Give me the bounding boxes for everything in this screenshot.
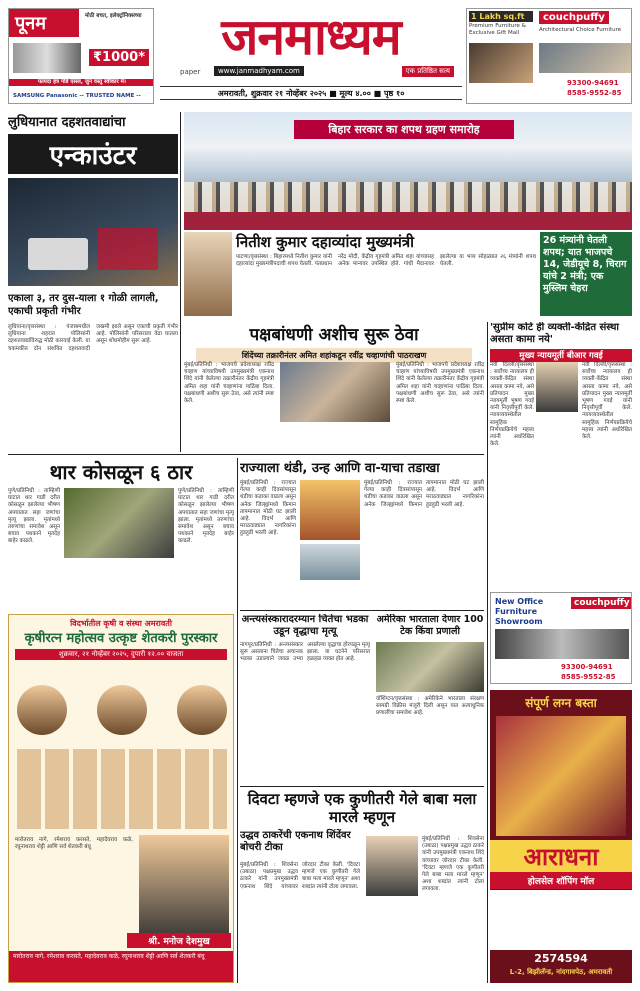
office-ad-phone2: 8585-9552-85 — [561, 673, 616, 681]
thar-photo — [64, 488, 174, 558]
lead-kicker: लुधियानात दहशतवाद्यांचा — [8, 115, 126, 130]
uddhav-kicker: उद्धव ठाकरेंची एकनाथ शिंदेंवर बोचरी टीका — [240, 830, 351, 853]
ad-right-showroom-image — [539, 43, 631, 73]
wedding-ad-sub: होलसेल शॉपिंग मॉल — [490, 872, 632, 889]
ad-right-furniture-image — [469, 43, 533, 83]
office-ad-title: New Office Furniture Showroom — [495, 597, 544, 626]
ad-left-strap: फायदा हंत्र गॉडे एसल, जुनं वस्तु स्वीकार में। — [9, 79, 154, 86]
ad-right-brand: couchpuffy — [539, 11, 609, 24]
ad-left-poonam[interactable] — [8, 8, 154, 104]
bihar-title: नितीश कुमार दहाव्यांदा मुख्यमंत्री — [236, 233, 414, 251]
ad-left-brand: पूनम — [9, 9, 79, 37]
office-ad[interactable] — [490, 592, 632, 684]
bihar-side-box: 26 मंत्र्यांनी घेतली शपथ; यात भाजपचे 14, जेडीयूचे 8, चिराग यांचे 2 मंत्री; एक मुस्लिम चेहरा — [540, 232, 632, 316]
lead-caption: एकाला ३, तर दुस-याला १ गोळी लागली, एकाची प्रकृती गंभीर — [8, 293, 159, 317]
award-invitees: मारोतराव नागे, रमेशराव करसते, महादेवराव कळे, रघुनाथराव शेट्टी आणि सर्व शेतकरी बंधू — [15, 837, 133, 851]
award-title: कृषीरत्न महोत्सव उत्कृष्ट शेतकरी पुरस्कार — [24, 631, 218, 646]
weather-title: राज्याला थंडी, उन्ह आणि वा-याचा तडाखा — [240, 461, 440, 476]
masthead-title: जनमाध्यम — [221, 8, 401, 66]
funeral-story — [240, 614, 370, 784]
lead-story — [8, 112, 178, 492]
bihar-story — [184, 232, 632, 320]
ad-left-price: ₹1000* — [89, 49, 149, 66]
column-rule — [487, 322, 488, 983]
party-body: मुंबई/प्रतिनिधी : भाजपचे प्रदेशाध्यक्ष रवींद्र चव्हाण यांच्याविषयी उपमुख्यमंत्री एकनाथ शिंदे यांनी केलेल्या तक्रारीनंतर केंद्रीय गृहमंत्री अमित शहा यांनी चव्हाणांना पाठिंबा दिला. पक्षबांधणी अशीच सुरू ठेवा, असे त्यांनी स्पष्ट केले. — [184, 362, 274, 405]
sc-body-2: नवी दिल्ली/वृत्तसंस्था : सर्वोच्च न्यायालय ही व्यक्ती-केंद्रित संस्था असता कामा नये, असे प्रतिपादन मुख्य न्यायमूर्ती भूषण गवई यांनी निवृत्तीपूर्वी केले. न्यायव्यवस्थेतील सामूहिक निर्णयप्रक्रियेचे महत्त्व त्यांनी अधोरेखित केले. — [582, 362, 632, 441]
sc-title: 'सुप्रीम कोर्ट ही व्यक्ती-केंद्रित संस्था असता कामा नये' — [490, 322, 619, 345]
thar-body-2: पुणे/प्रतिनिधी : ताम्हिणी घाटात थार गाडी दरीत कोसळून झालेल्या भीषण अपघातात सहा जणांचा मृत्यू झाला. मृतांमध्ये तरुणांचा समावेश असून बचाव पथकाने मृतदेह बाहेर काढले. — [178, 488, 234, 545]
bihar-body: पाटणा/वृत्तसंस्था : बिहारमध्ये नितीश कुमार यांनी दहाव्यांदा मुख्यमंत्रीपदाची शपथ घेतली. पंतप्रधान नरेंद्र मोदी, केंद्रीय गृहमंत्री अमित शहा यांच्यासह अनेक मान्यवर उपस्थित होते. गांधी मैदानावर झालेल्या या भव्य सोहळ्यात २६ मंत्र्यांनी शपथ घेतली. — [236, 254, 536, 268]
column-rule — [237, 458, 238, 983]
office-ad-brand: couchpuffy — [571, 597, 632, 609]
masthead-tagline: एक प्रतिष्ठित सत्य — [402, 66, 454, 77]
uddhav-body-2: मुंबई/प्रतिनिधी : शिवसेना (उबाठा) पक्षप्रमुख उद्धव ठाकरे यांनी उपमुख्यमंत्री एकनाथ शिंदे यांच्यावर जोरदार टीका केली. 'दिवटा म्हणजे एक कुणीतरी गेले बाबा मला मारले म्हणून' अशा शब्दांत त्यांनी टोला लगावला. — [422, 836, 484, 893]
party-subtitle: शिंदेंच्या तक्रारीनंतर अमित शहांकडून रवींद्र चव्हाणांची पाठराखण — [196, 348, 472, 363]
award-guest-photo-3 — [177, 685, 227, 735]
wedding-ad-services — [490, 890, 632, 950]
award-chief-name: श्री. मनोज देशमुख — [127, 933, 231, 948]
website-link[interactable]: www.janmadhyam.com — [214, 66, 304, 76]
award-org: विदर्भातील कृषी व संस्था अमरावती — [70, 619, 172, 628]
award-guest-photo-2 — [97, 685, 147, 735]
section-rule — [240, 610, 484, 611]
funeral-title: अन्त्यसंस्कारादरम्यान चितेचा भडका उडून वृद्धाचा मृत्यू — [241, 614, 369, 637]
us-body: वॉशिंग्टन/वृत्तसंस्था : अमेरिकेने भारताला संरक्षण सामग्री विक्रीस मंजुरी दिली असून यात अत्याधुनिक प्रणालींचा समावेश आहे. — [376, 696, 484, 717]
section-rule — [240, 786, 484, 787]
uddhav-photo — [366, 836, 418, 896]
lead-photo — [8, 178, 178, 286]
thar-title: थार कोसळून ६ ठार — [49, 460, 193, 484]
award-recipients-row — [17, 749, 227, 829]
wedding-ad[interactable] — [490, 690, 632, 983]
lead-title: एन्काउंटर — [8, 134, 178, 174]
bihar-photo — [184, 112, 632, 230]
uddhav-body: मुंबई/प्रतिनिधी : शिवसेना (उबाठा) पक्षप्रमुख उद्धव ठाकरे यांनी उपमुख्यमंत्री एकनाथ शिंदे यांच्यावर जोरदार टीका केली. 'दिवटा म्हणजे एक कुणीतरी गेले बाबा मला मारले म्हणून' अशा शब्दांत त्यांनी टोला लगावला. — [240, 862, 360, 890]
office-ad-phone1: 93300-94691 — [561, 663, 613, 671]
column-rule — [180, 112, 181, 452]
ad-right-couchpuffy[interactable] — [466, 8, 632, 104]
ad-right-area: 1 Lakh sq.ft — [469, 11, 533, 22]
us-photo — [376, 642, 484, 692]
gavai-photo — [536, 362, 578, 412]
dateline-price: मूल्य ४.०० — [339, 89, 371, 98]
party-body-2: मुंबई/प्रतिनिधी : भाजपचे प्रदेशाध्यक्ष रवींद्र चव्हाण यांच्याविषयी उपमुख्यमंत्री एकनाथ शिंदे यांनी केलेल्या तक्रारीनंतर केंद्रीय गृहमंत्री अमित शहा यांनी चव्हाणांना पाठिंबा दिला. पक्षबांधणी अशीच सुरू ठेवा, असे त्यांनी स्पष्ट केले. — [396, 362, 484, 405]
weather-story — [240, 458, 484, 608]
award-ad[interactable] — [8, 614, 234, 983]
ad-right-line: Premium Furniture & Exclusive Gift Mall — [469, 23, 526, 36]
party-title: पक्षबांधणी अशीच सुरू ठेवा — [249, 325, 419, 345]
uddhav-story — [240, 790, 484, 983]
award-guest-photo-1 — [17, 685, 67, 735]
wedding-ad-phone: 2574594 — [534, 952, 588, 965]
weather-photo-2 — [300, 544, 360, 580]
dateline-pages: पृष्ठ १० — [384, 89, 405, 98]
ad-right-brand-sub: Architectural Choice Furniture — [539, 27, 622, 33]
epaper-label: paper — [180, 68, 201, 76]
dateline-city: अमरावती, शुक्रवार २१ नोव्हेंबर २०२५ — [217, 89, 327, 98]
wedding-ad-top: संपूर्ण लग्न बस्ता — [525, 696, 597, 710]
sc-subtitle: मुख्य न्यायमूर्ती बीआर गवई — [490, 349, 632, 362]
wedding-ad-brand: आराधना — [490, 840, 632, 873]
wedding-ad-image — [496, 716, 626, 836]
party-photo — [280, 362, 390, 422]
party-story — [184, 322, 484, 456]
ad-right-phone2: 8585-9552-85 — [567, 89, 622, 97]
weather-body-2: मुंबई/प्रतिनिधी : राज्यात गेल्या काही दिवसांपासून थंडीचा कडाका वाढला असून अनेक जिल्ह्यांमध्ये किमान तापमानात मोठी घट झाली आहे. विदर्भ आणि मराठवाड्यात नागरिकांना हुडहुडी भरली आहे. — [364, 480, 484, 508]
masthead — [160, 8, 462, 108]
sc-body: नवी दिल्ली/वृत्तसंस्था : सर्वोच्च न्यायालय ही व्यक्ती-केंद्रित संस्था असता कामा नये, असे प्रतिपादन मुख्य न्यायमूर्ती भूषण गवई यांनी निवृत्तीपूर्वी केले. न्यायव्यवस्थेतील सामूहिक निर्णयप्रक्रियेचे महत्त्व त्यांनी अधोरेखित केले. — [490, 362, 534, 448]
weather-body: मुंबई/प्रतिनिधी : राज्यात गेल्या काही दिवसांपासून थंडीचा कडाका वाढला असून अनेक जिल्ह्यांमध्ये किमान तापमानात मोठी घट झाली आहे. विदर्भ आणि मराठवाड्यात नागरिकांना हुडहुडी भरली आहे. — [240, 480, 296, 537]
funeral-body: नागपूर/प्रतिनिधी : अन्त्यसंस्कार सुरू असताना चितेचा अचानक भडका उडाल्याने जवळ उभ्या असलेल्या वृद्धाचा होरपळून मृत्यू झाला. या घटनेने परिसरात हळहळ व्यक्त होत आहे. — [240, 642, 370, 663]
dateline-bar: अमरावती, शुक्रवार २१ नोव्हेंबर २०२५ ■ मूल्य ४.०० ■ पृष्ठ १० — [160, 86, 462, 100]
ad-left-sub: मोठी बचत, इलेक्ट्रॉनिक्सच्या — [85, 13, 142, 19]
lead-body: लुधियाना/वृत्तसंस्था : पंजाबमधील लुधियाना शहरात पोलिसांनी दहशतवाद्यांविरुद्ध मोठी कारवाई केली. या चकमकीत दोन संशयित दहशतवादी जखमी झाले असून एकाची प्रकृती गंभीर आहे. पोलिसांनी परिसराला वेढा घातला असून शोधमोहीम सुरू आहे. — [8, 324, 178, 352]
award-date: शुक्रवार, २१ नोव्हेंबर २०२५, दुपारी १२.०० वाजता — [15, 649, 227, 660]
bihar-stage-banner: बिहार सरकार का शपथ ग्रहण समारोह — [294, 120, 514, 139]
sc-story — [490, 322, 632, 472]
ad-left-footer: SAMSUNG Panasonic -- TRUSTED NAME -- — [13, 93, 141, 99]
award-footer: मारोतराव नागे, रमेशराव करसते, महादेवराव कळे, रघुनाथराव शेट्टी आणि सर्व शेतकरी बंधू — [9, 951, 234, 983]
section-rule — [8, 454, 484, 455]
ad-right-phone1: 93300-94691 — [567, 79, 619, 87]
us-story — [376, 614, 484, 784]
award-chief-photo — [139, 835, 229, 945]
uddhav-title: दिवटा म्हणजे एक कुणीतरी गेले बाबा मला मारले म्हणून — [247, 790, 477, 826]
nitish-photo — [184, 232, 232, 316]
us-title: अमेरिका भारताला देणार 100 टेक किंवा प्रणाली — [376, 614, 484, 637]
thar-body: पुणे/प्रतिनिधी : ताम्हिणी घाटात थार गाडी दरीत कोसळून झालेल्या भीषण अपघातात सहा जणांचा मृत्यू झाला. मृतांमध्ये तरुणांचा समावेश असून बचाव पथकाने मृतदेह बाहेर काढले. — [8, 488, 60, 545]
office-ad-image — [495, 629, 629, 659]
weather-photo-1 — [300, 480, 360, 540]
wedding-ad-address: L-2, बिझीलॅन्ड, नांदगावपेठ, अमरावती — [509, 968, 613, 976]
ad-left-products-image — [13, 43, 81, 73]
thar-story — [8, 458, 234, 608]
